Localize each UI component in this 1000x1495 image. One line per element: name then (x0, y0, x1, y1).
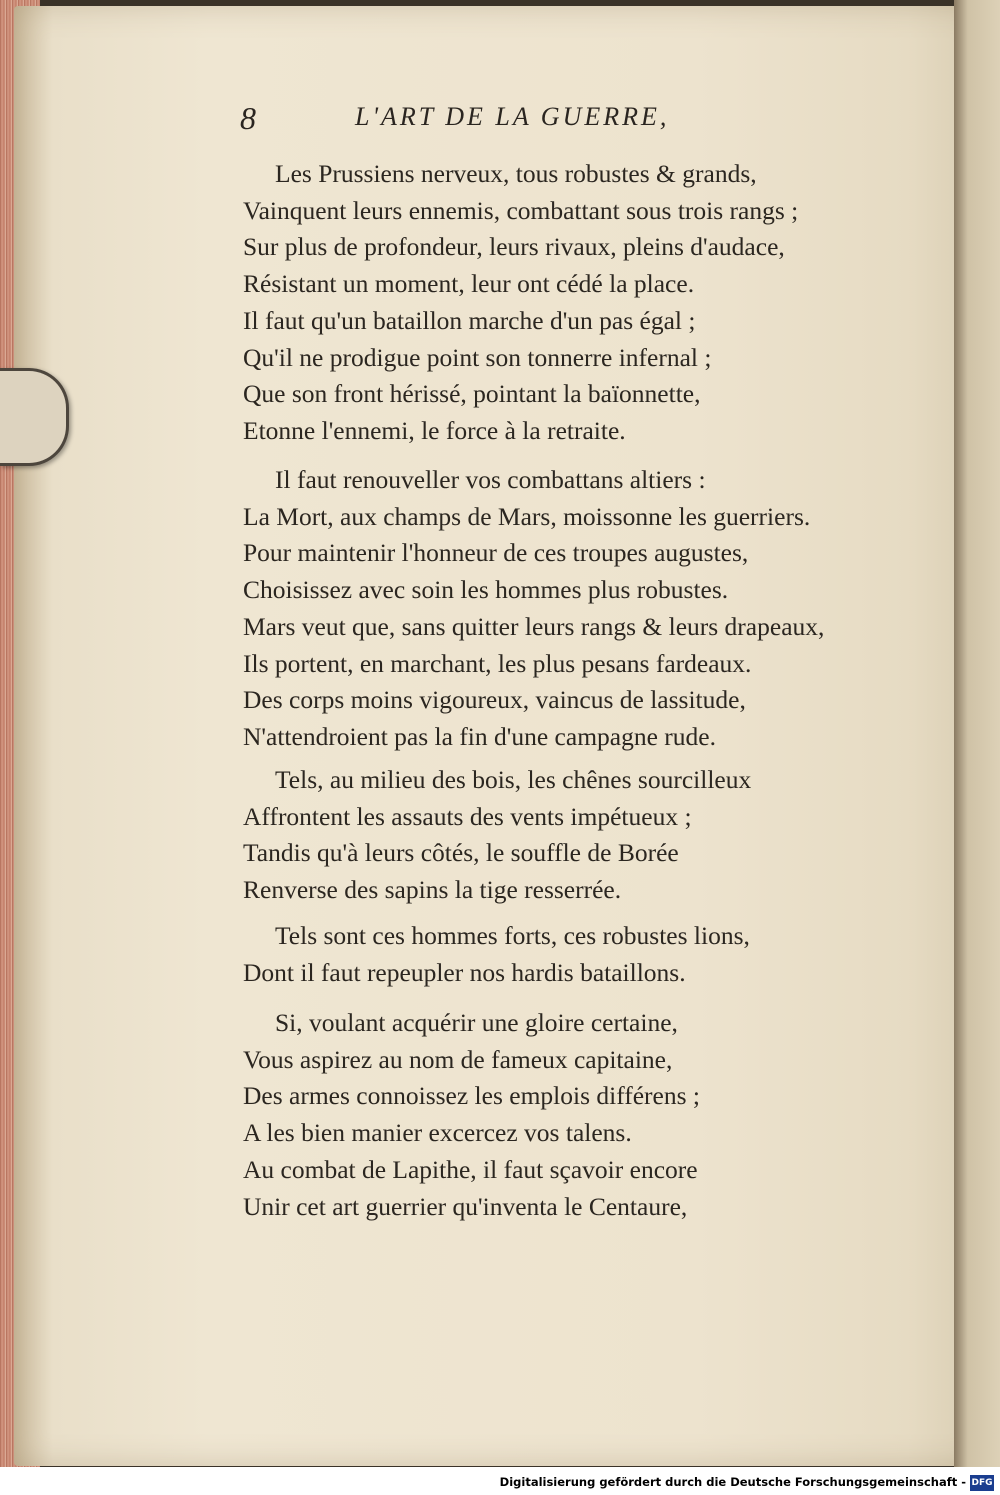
verse-line: Sur plus de profondeur, leurs rivaux, pleins d'audace, (243, 232, 785, 262)
stanza (243, 156, 798, 450)
verse-line: Unir cet art guerrier qu'inventa le Centaure, (243, 1191, 688, 1221)
verse-line: Qu'il ne prodigue point son tonnerre infernal ; (243, 342, 712, 372)
running-head (240, 100, 840, 140)
verse-line: Si, voulant acquérir une gloire certaine, (275, 1008, 678, 1037)
verse-line: Ils portent, en marchant, les plus pesans fardeaux. (243, 648, 752, 678)
verse-line: Il faut qu'un bataillon marche d'un pas égal ; (243, 305, 696, 335)
verse-line: Renverse des sapins la tige resserrée. (243, 875, 622, 905)
running-title: L'ART DE LA GUERRE, (355, 102, 670, 131)
verse-line: Au combat de Lapithe, il faut sçavoir encore (243, 1154, 698, 1184)
verse-line: Choisissez avec soin les hommes plus robustes. (243, 575, 729, 605)
verse-line: Mars veut que, sans quitter leurs rangs & leurs drapeaux, (243, 611, 825, 641)
verse-line: Les Prussiens nerveux, tous robustes & grands, (275, 159, 757, 188)
stanza (243, 918, 750, 991)
digitization-credit: Digitalisierung gefördert durch die Deutsche Forschungsgemeinschaft - (499, 1475, 966, 1489)
stanza (243, 762, 751, 909)
verse-line: La Mort, aux champs de Mars, moissonne les guerriers. (243, 501, 811, 531)
verse-line: Pour maintenir l'honneur de ces troupes augustes, (243, 538, 749, 568)
verse-line: Résistant un moment, leur ont cédé la place. (243, 269, 695, 299)
stanza (243, 1005, 700, 1225)
verse-line: N'attendroient pas la fin d'une campagne rude. (243, 721, 716, 751)
verse-line: Etonne l'ennemi, le force à la retraite. (243, 415, 626, 445)
verse-line: Vainquent leurs ennemis, combattant sous trois rangs ; (243, 195, 799, 225)
verse-line: Il faut renouveller vos combattans altiers : (275, 465, 706, 494)
verse-line: Tels sont ces hommes forts, ces robustes lions, (275, 921, 750, 950)
verse-line: Affrontent les assauts des vents impétueux ; (243, 801, 692, 831)
verse-line: Vous aspirez au nom de fameux capitaine, (243, 1044, 673, 1074)
verse-line: Dont il faut repeupler nos hardis bataillons. (243, 957, 686, 987)
verse-line: Que son front hérissé, pointant la baïonnette, (243, 379, 701, 409)
verse-line: Des corps moins vigoureux, vaincus de lassitude, (243, 685, 746, 715)
verse-line: Des armes connoissez les emplois différens ; (243, 1081, 700, 1111)
verse-line: A les bien manier excercez vos talens. (243, 1118, 632, 1148)
verse-line: Tels, au milieu des bois, les chênes sourcilleux (275, 765, 752, 794)
footer-bar (0, 1467, 1000, 1495)
stanza (243, 462, 824, 756)
dfg-logo-icon: DFG (970, 1475, 994, 1491)
page-number: 8 (240, 100, 256, 136)
bookmark-ribbon (0, 368, 69, 466)
facing-page-edge (954, 0, 1000, 1475)
verse-line: Tandis qu'à leurs côtés, le souffle de Borée (243, 838, 679, 868)
